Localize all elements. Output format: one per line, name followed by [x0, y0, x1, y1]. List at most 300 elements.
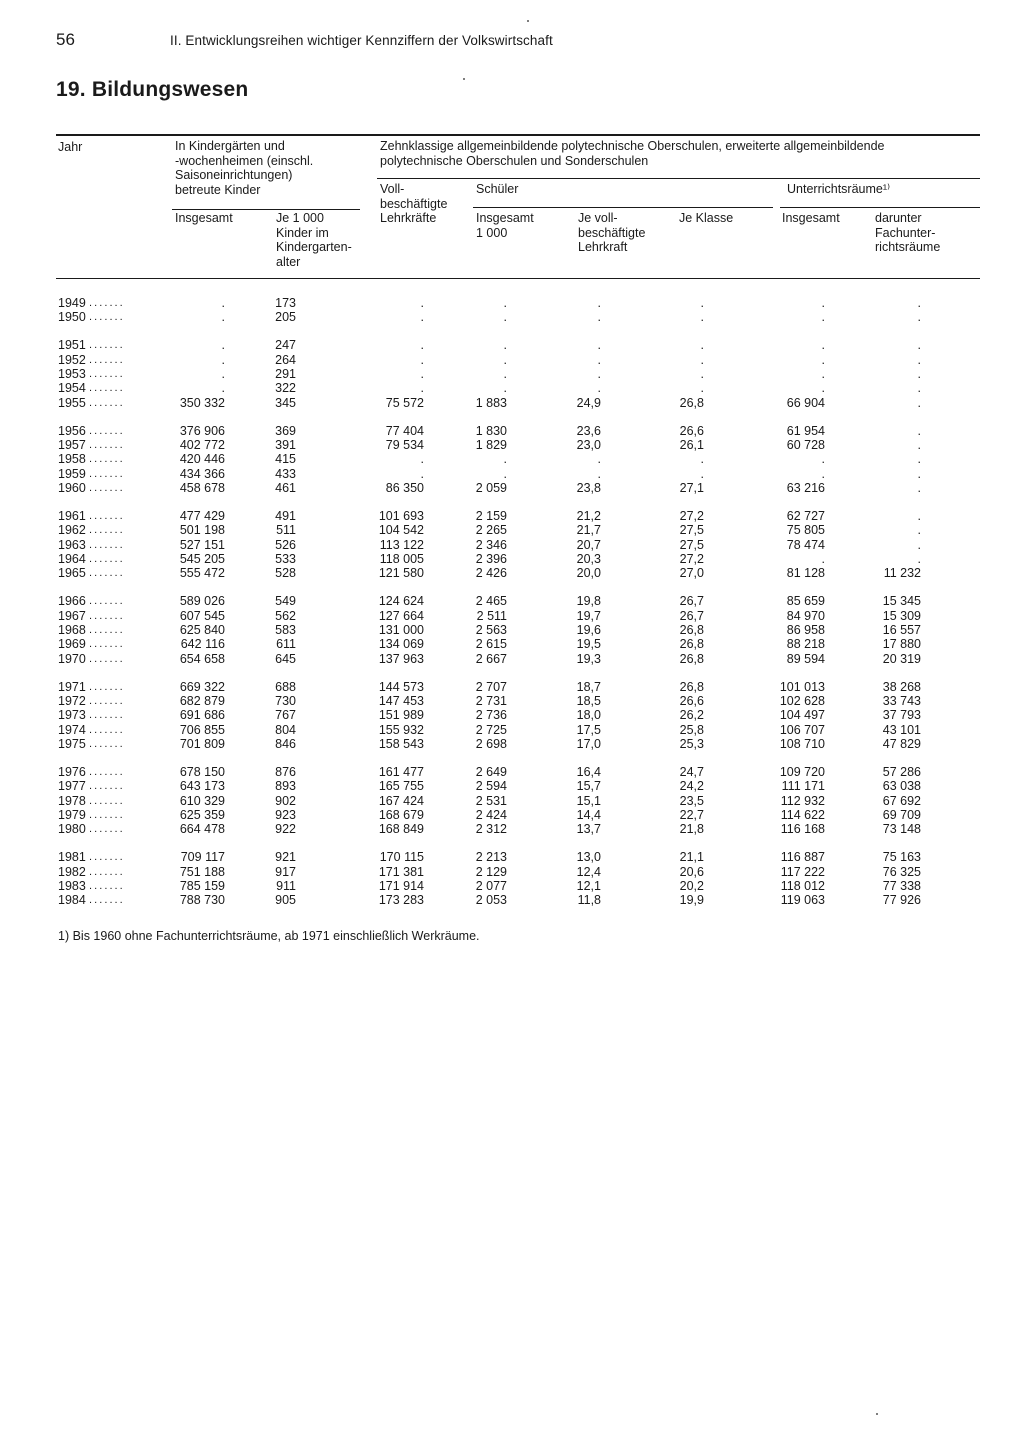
leader-dots: . . . . . . .: [89, 695, 123, 708]
cell-schueler-je-klasse: .: [700, 381, 704, 396]
cell-raeume-darunter: .: [917, 509, 921, 523]
cell-schueler-je-klasse: 27,0: [679, 566, 704, 581]
cell-kinder-insgesamt: 669 322: [179, 679, 225, 694]
cell-raeume-darunter: .: [917, 452, 921, 467]
leader-dots: . . . . . . .: [89, 880, 123, 893]
cell-kinder-je-1000: 528: [275, 566, 296, 581]
cell-raeume-darunter: .: [917, 352, 921, 367]
cell-raeume-insgesamt: 111 171: [781, 779, 825, 794]
leader-dots: . . . . . . .: [89, 780, 123, 793]
cell-kinder-insgesamt: 664 478: [179, 822, 225, 837]
cell-raeume-insgesamt: 60 728: [786, 438, 825, 452]
cell-lehrkraefte: 158 543: [378, 737, 424, 752]
cell-lehrkraefte: 168 849: [378, 822, 424, 837]
cell-kinder-je-1000: 893: [275, 779, 296, 794]
cell-lehrkraefte: 121 580: [378, 566, 424, 581]
cell-schueler-insgesamt: 1 830: [475, 423, 507, 438]
cell-raeume-darunter: .: [917, 438, 921, 452]
cell-schueler-insgesamt: .: [503, 381, 507, 396]
cell-schueler-insgesamt: 2 424: [475, 808, 507, 823]
cell-kinder-je-1000: 923: [275, 808, 296, 823]
cell-year: 1980: [58, 822, 86, 837]
cell-kinder-je-1000: 345: [275, 395, 296, 410]
cell-kinder-je-1000: 583: [275, 623, 296, 638]
cell-schueler-je-klasse: .: [700, 452, 704, 467]
cell-raeume-insgesamt: 117 222: [780, 864, 825, 879]
cell-schueler-insgesamt: 2 059: [475, 481, 507, 496]
cell-raeume-insgesamt: 61 954: [786, 423, 825, 438]
cell-schueler-je-klasse: .: [700, 367, 704, 381]
rule-under-schueler-group: [473, 207, 773, 208]
rule-under-raeume-group: [780, 207, 980, 208]
cell-schueler-je-klasse: 26,7: [679, 594, 704, 609]
cell-kinder-insgesamt: 678 150: [179, 765, 225, 780]
cell-raeume-darunter: .: [917, 310, 921, 325]
cell-raeume-darunter: .: [917, 381, 921, 396]
cell-schueler-je-lehrkraft: 17,0: [576, 737, 601, 752]
header-raeume-insgesamt: Insgesamt: [782, 211, 840, 225]
cell-year: 1956: [58, 423, 86, 438]
cell-schueler-je-lehrkraft: .: [597, 338, 601, 353]
cell-kinder-insgesamt: 691 686: [179, 708, 225, 723]
cell-lehrkraefte: 113 122: [379, 537, 424, 552]
cell-kinder-insgesamt: 788 730: [179, 893, 225, 908]
cell-raeume-darunter: 75 163: [882, 850, 921, 865]
cell-lehrkraefte: 75 572: [385, 395, 424, 410]
leader-dots: . . . . . . .: [89, 339, 123, 352]
cell-schueler-je-klasse: 26,8: [679, 679, 704, 694]
cell-schueler-je-klasse: 26,8: [679, 637, 704, 652]
cell-schueler-je-klasse: 25,3: [679, 737, 704, 752]
leader-dots: . . . . . . .: [89, 766, 123, 779]
cell-schueler-insgesamt: 2 396: [475, 552, 507, 567]
cell-raeume-darunter: .: [917, 423, 921, 438]
cell-schueler-je-klasse: 24,2: [679, 779, 704, 794]
cell-raeume-darunter: .: [917, 395, 921, 410]
cell-schueler-je-klasse: .: [700, 466, 704, 481]
cell-kinder-je-1000: 391: [275, 438, 296, 452]
cell-year: 1961: [58, 509, 86, 523]
cell-raeume-insgesamt: 106 707: [779, 722, 825, 737]
cell-raeume-insgesamt: 84 970: [786, 608, 825, 623]
table-header-bottom-rule: [56, 278, 980, 279]
cell-raeume-darunter: 20 319: [882, 651, 921, 666]
cell-kinder-je-1000: 902: [275, 793, 296, 808]
leader-dots: . . . . . . .: [89, 424, 123, 437]
cell-raeume-darunter: 76 325: [882, 864, 921, 879]
cell-schueler-je-lehrkraft: .: [597, 452, 601, 467]
cell-schueler-insgesamt: 2 426: [475, 566, 507, 581]
leader-dots: . . . . . . .: [89, 368, 123, 380]
cell-kinder-insgesamt: 610 329: [179, 793, 225, 808]
cell-schueler-insgesamt: 1 883: [475, 395, 507, 410]
leader-dots: . . . . . . .: [89, 823, 123, 836]
leader-dots: . . . . . . .: [89, 510, 123, 522]
cell-year: 1952: [58, 352, 86, 367]
cell-raeume-insgesamt: .: [821, 381, 825, 396]
leader-dots: . . . . . . .: [89, 567, 123, 580]
cell-raeume-darunter: 15 309: [882, 608, 921, 623]
cell-kinder-je-1000: 562: [275, 608, 296, 623]
leader-dots: . . . . . . .: [89, 851, 123, 864]
cell-year: 1957: [58, 438, 86, 452]
cell-raeume-darunter: 38 268: [882, 679, 921, 694]
cell-schueler-insgesamt: 2 077: [475, 879, 507, 894]
cell-raeume-darunter: .: [917, 367, 921, 381]
section-title: 19. Bildungswesen: [56, 78, 249, 101]
cell-kinder-je-1000: 876: [275, 765, 296, 780]
cell-schueler-je-klasse: 27,5: [679, 537, 704, 552]
cell-year: 1966: [58, 594, 86, 609]
leader-dots: . . . . . . .: [89, 353, 123, 366]
cell-lehrkraefte: 168 679: [378, 808, 424, 823]
cell-schueler-je-lehrkraft: .: [597, 381, 601, 396]
cell-lehrkraefte: .: [420, 352, 424, 367]
cell-schueler-je-lehrkraft: 20,3: [576, 552, 601, 567]
table-top-rule: [56, 134, 980, 136]
cell-raeume-insgesamt: 108 710: [779, 737, 825, 752]
cell-kinder-insgesamt: 654 658: [179, 651, 225, 666]
cell-kinder-insgesamt: 350 332: [179, 395, 225, 410]
rule-under-schulen-group: [377, 178, 980, 179]
cell-kinder-insgesamt: .: [221, 352, 225, 367]
cell-schueler-insgesamt: 2 563: [475, 623, 507, 638]
cell-kinder-je-1000: 291: [275, 367, 296, 381]
scan-speck: [527, 20, 529, 22]
header-schueler-je-lehrkraft: Je voll- beschäftigte Lehrkraft: [578, 211, 646, 254]
cell-kinder-je-1000: 511: [276, 523, 296, 538]
cell-schueler-je-lehrkraft: .: [597, 466, 601, 481]
cell-schueler-insgesamt: 2 213: [475, 850, 507, 865]
cell-schueler-je-lehrkraft: 13,7: [576, 822, 601, 837]
cell-raeume-insgesamt: 85 659: [786, 594, 825, 609]
cell-schueler-insgesamt: 2 346: [475, 537, 507, 552]
cell-schueler-je-klasse: .: [700, 338, 704, 353]
cell-raeume-darunter: 63 038: [882, 779, 921, 794]
cell-raeume-insgesamt: .: [821, 367, 825, 381]
cell-raeume-darunter: 11 232: [883, 566, 921, 581]
cell-lehrkraefte: 167 424: [378, 793, 424, 808]
running-head: II. Entwicklungsreihen wichtiger Kennziffern der Volkswirtschaft: [170, 33, 553, 48]
cell-schueler-je-lehrkraft: 19,6: [576, 623, 601, 638]
leader-dots: . . . . . . .: [89, 738, 123, 751]
cell-schueler-je-klasse: 26,8: [679, 623, 704, 638]
cell-schueler-je-klasse: .: [700, 352, 704, 367]
cell-year: 1965: [58, 566, 86, 581]
cell-schueler-je-lehrkraft: .: [597, 310, 601, 325]
cell-raeume-darunter: 16 557: [882, 623, 921, 638]
cell-raeume-insgesamt: .: [821, 552, 825, 567]
scan-speck: [463, 78, 465, 80]
cell-lehrkraefte: 144 573: [378, 679, 424, 694]
cell-raeume-insgesamt: 66 904: [786, 395, 825, 410]
cell-lehrkraefte: 104 542: [378, 523, 424, 538]
cell-raeume-insgesamt: 112 932: [780, 793, 825, 808]
cell-kinder-insgesamt: 709 117: [180, 850, 225, 865]
cell-raeume-insgesamt: .: [821, 310, 825, 325]
cell-raeume-insgesamt: 101 013: [779, 679, 825, 694]
cell-year: 1976: [58, 765, 86, 780]
leader-dots: . . . . . . .: [89, 709, 123, 722]
cell-schueler-je-lehrkraft: 19,8: [576, 594, 601, 609]
header-raeume-darunter: darunter Fachunter- richtsräume: [875, 211, 941, 254]
cell-raeume-insgesamt: 116 168: [780, 822, 825, 837]
cell-schueler-je-lehrkraft: 15,7: [576, 779, 601, 794]
cell-lehrkraefte: 137 963: [378, 651, 424, 666]
cell-schueler-je-lehrkraft: 18,0: [576, 708, 601, 723]
cell-raeume-insgesamt: 118 012: [780, 879, 825, 894]
cell-raeume-insgesamt: 104 497: [779, 708, 825, 723]
cell-raeume-insgesamt: 114 622: [780, 808, 825, 823]
header-raeume-group: Unterrichtsräume¹⁾: [787, 182, 891, 196]
cell-kinder-insgesamt: 402 772: [179, 438, 225, 452]
cell-kinder-je-1000: 905: [275, 893, 296, 908]
cell-schueler-insgesamt: 2 649: [475, 765, 507, 780]
cell-schueler-insgesamt: 2 531: [475, 793, 507, 808]
cell-schueler-je-klasse: 26,2: [679, 708, 704, 723]
cell-lehrkraefte: 77 404: [385, 423, 424, 438]
cell-raeume-darunter: .: [917, 537, 921, 552]
cell-schueler-je-lehrkraft: 23,6: [576, 423, 601, 438]
cell-schueler-insgesamt: .: [503, 352, 507, 367]
cell-year: 1959: [58, 466, 86, 481]
leader-dots: . . . . . . .: [89, 553, 123, 566]
page-number: 56: [56, 30, 75, 49]
cell-lehrkraefte: 127 664: [378, 608, 424, 623]
cell-kinder-je-1000: 549: [275, 594, 296, 609]
cell-schueler-je-lehrkraft: 18,5: [576, 694, 601, 709]
cell-year: 1951: [58, 338, 86, 353]
cell-schueler-je-klasse: 26,6: [679, 423, 704, 438]
leader-dots: . . . . . . .: [89, 624, 123, 637]
cell-raeume-insgesamt: .: [821, 352, 825, 367]
cell-raeume-insgesamt: .: [821, 338, 825, 353]
cell-schueler-insgesamt: 2 053: [475, 893, 507, 908]
cell-kinder-insgesamt: 706 855: [179, 722, 225, 737]
cell-raeume-darunter: .: [917, 481, 921, 496]
cell-raeume-insgesamt: 102 628: [779, 694, 825, 709]
cell-kinder-je-1000: 526: [275, 537, 296, 552]
cell-schueler-je-klasse: 27,2: [679, 552, 704, 567]
leader-dots: . . . . . . .: [89, 311, 123, 324]
cell-kinder-insgesamt: .: [221, 296, 225, 310]
leader-dots: . . . . . . .: [89, 894, 123, 907]
header-jahr: Jahr: [58, 140, 83, 154]
cell-schueler-je-klasse: 21,1: [679, 850, 704, 865]
cell-lehrkraefte: 155 932: [378, 722, 424, 737]
cell-lehrkraefte: .: [420, 466, 424, 481]
leader-dots: . . . . . . .: [89, 809, 123, 822]
cell-kinder-je-1000: 730: [275, 694, 296, 709]
cell-schueler-je-klasse: 19,9: [679, 893, 704, 908]
cell-schueler-insgesamt: 2 736: [475, 708, 507, 723]
cell-kinder-insgesamt: 527 151: [179, 537, 225, 552]
cell-raeume-insgesamt: .: [821, 452, 825, 467]
cell-schueler-insgesamt: .: [503, 310, 507, 325]
cell-raeume-insgesamt: 78 474: [786, 537, 825, 552]
cell-schueler-insgesamt: 2 511: [476, 608, 507, 623]
cell-kinder-insgesamt: 501 198: [179, 523, 225, 538]
cell-kinder-je-1000: 917: [275, 864, 296, 879]
cell-raeume-darunter: 47 829: [882, 737, 921, 752]
leader-dots: . . . . . . .: [89, 638, 123, 651]
cell-schueler-je-lehrkraft: 19,3: [576, 651, 601, 666]
cell-schueler-je-lehrkraft: 12,1: [576, 879, 601, 894]
leader-dots: . . . . . . .: [89, 609, 123, 622]
cell-year: 1983: [58, 879, 86, 894]
cell-schueler-je-klasse: 27,1: [679, 481, 704, 496]
cell-schueler-insgesamt: 2 465: [475, 594, 507, 609]
cell-year: 1960: [58, 481, 86, 496]
cell-lehrkraefte: 101 693: [378, 509, 424, 523]
cell-kinder-je-1000: 533: [275, 552, 296, 567]
cell-lehrkraefte: 151 989: [378, 708, 424, 723]
cell-kinder-insgesamt: 376 906: [179, 423, 225, 438]
cell-kinder-insgesamt: 625 840: [179, 623, 225, 638]
cell-raeume-darunter: .: [917, 296, 921, 310]
cell-lehrkraefte: 165 755: [378, 779, 424, 794]
cell-kinder-je-1000: 433: [275, 466, 296, 481]
cell-schueler-insgesamt: 1 829: [475, 438, 507, 452]
cell-raeume-insgesamt: .: [821, 296, 825, 310]
cell-kinder-insgesamt: .: [221, 367, 225, 381]
leader-dots: . . . . . . .: [89, 652, 123, 665]
cell-raeume-darunter: 17 880: [882, 637, 921, 652]
cell-schueler-je-lehrkraft: .: [597, 367, 601, 381]
cell-year: 1968: [58, 623, 86, 638]
cell-kinder-insgesamt: 555 472: [179, 566, 225, 581]
cell-raeume-insgesamt: 116 887: [780, 850, 825, 865]
cell-schueler-je-lehrkraft: 17,5: [576, 722, 601, 737]
cell-kinder-je-1000: 491: [275, 509, 296, 523]
header-schueler-group: Schüler: [476, 182, 519, 196]
cell-raeume-darunter: 69 709: [882, 808, 921, 823]
cell-lehrkraefte: 170 115: [379, 850, 424, 865]
cell-kinder-je-1000: 922: [275, 822, 296, 837]
cell-schueler-je-lehrkraft: 21,7: [576, 523, 601, 538]
cell-lehrkraefte: .: [420, 338, 424, 353]
leader-dots: . . . . . . .: [89, 865, 123, 878]
footnote: 1) Bis 1960 ohne Fachunterrichtsräume, ab 1971 einschließlich Werkräume.: [58, 929, 480, 943]
leader-dots: . . . . . . .: [89, 439, 123, 451]
cell-schueler-insgesamt: 2 615: [475, 637, 507, 652]
cell-schueler-je-lehrkraft: 12,4: [576, 864, 601, 879]
cell-year: 1975: [58, 737, 86, 752]
cell-year: 1955: [58, 395, 86, 410]
cell-lehrkraefte: 173 283: [378, 893, 424, 908]
cell-kinder-je-1000: 264: [275, 352, 296, 367]
cell-raeume-insgesamt: 75 805: [786, 523, 825, 538]
cell-lehrkraefte: 134 069: [378, 637, 424, 652]
leader-dots: . . . . . . .: [89, 297, 123, 309]
cell-year: 1973: [58, 708, 86, 723]
cell-schueler-je-klasse: .: [700, 296, 704, 310]
cell-kinder-insgesamt: 625 359: [179, 808, 225, 823]
cell-year: 1953: [58, 367, 86, 381]
leader-dots: . . . . . . .: [89, 482, 123, 495]
cell-year: 1950: [58, 310, 86, 325]
cell-schueler-je-klasse: 21,8: [679, 822, 704, 837]
cell-kinder-je-1000: 645: [275, 651, 296, 666]
cell-raeume-darunter: .: [917, 552, 921, 567]
cell-schueler-je-lehrkraft: 23,8: [576, 481, 601, 496]
cell-kinder-je-1000: 767: [275, 708, 296, 723]
cell-schueler-je-lehrkraft: 16,4: [576, 765, 601, 780]
cell-schueler-je-lehrkraft: 15,1: [576, 793, 601, 808]
cell-year: 1967: [58, 608, 86, 623]
cell-kinder-insgesamt: 642 116: [180, 637, 225, 652]
cell-schueler-je-klasse: 26,8: [679, 395, 704, 410]
cell-schueler-insgesamt: .: [503, 296, 507, 310]
cell-kinder-je-1000: 911: [276, 879, 296, 894]
cell-kinder-insgesamt: 701 809: [179, 737, 225, 752]
cell-schueler-je-klasse: 26,1: [679, 438, 704, 452]
cell-lehrkraefte: .: [420, 452, 424, 467]
leader-dots: . . . . . . .: [89, 595, 123, 608]
header-schueler-je-klasse: Je Klasse: [679, 211, 734, 225]
cell-kinder-insgesamt: 682 879: [179, 694, 225, 709]
cell-lehrkraefte: 86 350: [385, 481, 424, 496]
cell-year: 1982: [58, 864, 86, 879]
cell-schueler-je-lehrkraft: 14,4: [576, 808, 601, 823]
leader-dots: . . . . . . .: [89, 538, 123, 551]
cell-schueler-insgesamt: 2 698: [475, 737, 507, 752]
cell-schueler-je-klasse: 27,2: [679, 509, 704, 523]
cell-kinder-insgesamt: 643 173: [179, 779, 225, 794]
cell-kinder-je-1000: 688: [275, 679, 296, 694]
header-schueler-insgesamt: Insgesamt 1 000: [476, 211, 534, 240]
leader-dots: . . . . . . .: [89, 382, 123, 395]
cell-kinder-je-1000: 173: [275, 296, 296, 310]
cell-year: 1978: [58, 793, 86, 808]
cell-year: 1981: [58, 850, 86, 865]
cell-raeume-darunter: 15 345: [882, 594, 921, 609]
cell-raeume-insgesamt: 88 218: [786, 637, 825, 652]
cell-raeume-darunter: 33 743: [882, 694, 921, 709]
cell-schueler-je-klasse: 25,8: [679, 722, 704, 737]
header-kinder-insgesamt: Insgesamt: [175, 211, 233, 225]
cell-year: 1969: [58, 637, 86, 652]
cell-schueler-je-klasse: 22,7: [679, 808, 704, 823]
cell-year: 1979: [58, 808, 86, 823]
cell-kinder-insgesamt: 545 205: [179, 552, 225, 567]
cell-year: 1972: [58, 694, 86, 709]
cell-schueler-je-klasse: 26,6: [679, 694, 704, 709]
cell-schueler-je-klasse: 27,5: [679, 523, 704, 538]
cell-schueler-je-klasse: 23,5: [679, 793, 704, 808]
leader-dots: . . . . . . .: [89, 453, 123, 466]
cell-raeume-insgesamt: 86 958: [786, 623, 825, 638]
cell-lehrkraefte: 118 005: [379, 552, 424, 567]
cell-schueler-insgesamt: 2 725: [475, 722, 507, 737]
leader-dots: . . . . . . .: [89, 723, 123, 736]
cell-schueler-je-klasse: 24,7: [679, 765, 704, 780]
cell-raeume-darunter: .: [917, 466, 921, 481]
cell-kinder-je-1000: 921: [275, 850, 296, 865]
cell-year: 1977: [58, 779, 86, 794]
cell-kinder-insgesamt: 785 159: [179, 879, 225, 894]
cell-kinder-je-1000: 247: [275, 338, 296, 353]
cell-lehrkraefte: .: [420, 310, 424, 325]
cell-schueler-je-lehrkraft: 20,0: [576, 566, 601, 581]
cell-kinder-je-1000: 369: [275, 423, 296, 438]
cell-schueler-je-lehrkraft: 19,5: [576, 637, 601, 652]
cell-kinder-insgesamt: 420 446: [179, 452, 225, 467]
cell-year: 1974: [58, 722, 86, 737]
cell-schueler-je-klasse: 26,8: [679, 651, 704, 666]
cell-raeume-darunter: 67 692: [882, 793, 921, 808]
cell-lehrkraefte: 131 000: [378, 623, 424, 638]
